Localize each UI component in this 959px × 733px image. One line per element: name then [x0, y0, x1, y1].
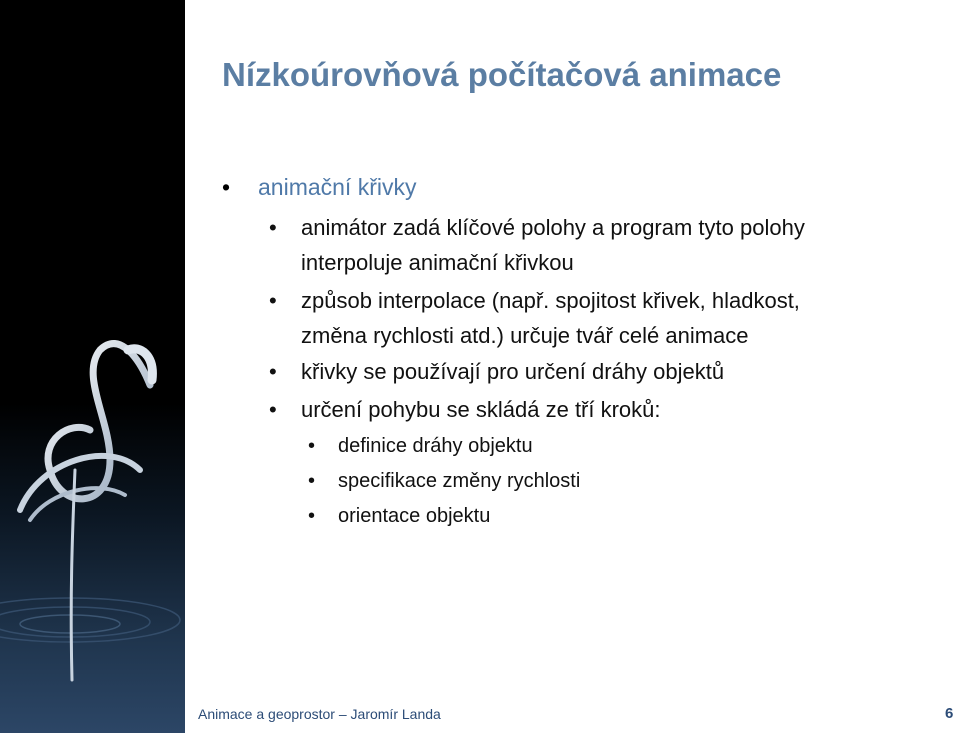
flamingo-swirl-logo — [0, 0, 185, 733]
list-item — [222, 174, 417, 201]
bullet-icon: • — [269, 397, 277, 422]
list-item — [308, 505, 491, 528]
bullet-icon: • — [269, 215, 277, 240]
bullet-icon: • — [308, 505, 316, 527]
list-item — [269, 392, 661, 427]
list-item — [269, 354, 725, 389]
bullet-text-line: animátor zadá klíčové polohy a program tyto polohy — [301, 215, 805, 240]
footer-text: Animace a geoprostor – Jaromír Landa — [198, 706, 441, 722]
bullet-text-line: křivky se používají pro určení dráhy objektů — [301, 359, 725, 384]
bullet-text-line: interpoluje animační křivkou — [301, 250, 574, 275]
list-item — [308, 470, 581, 493]
bullet-text: orientace objektu — [338, 505, 491, 527]
list-item — [269, 210, 805, 280]
page-number: 6 — [945, 705, 954, 722]
bullet-icon: • — [222, 174, 231, 200]
decorative-sidebar — [0, 0, 185, 733]
bullet-icon: • — [269, 288, 277, 313]
bullet-icon: • — [308, 435, 316, 457]
bullet-icon: • — [308, 470, 316, 492]
bullet-text-line: určení pohybu se skládá ze tří kroků: — [301, 397, 661, 422]
bullet-text: specifikace změny rychlosti — [338, 470, 581, 492]
list-item — [269, 283, 800, 353]
slide-title: Nízkoúrovňová počítačová animace — [222, 56, 782, 93]
list-item — [308, 435, 533, 458]
bullet-text: animační křivky — [258, 174, 417, 200]
bullet-icon: • — [269, 359, 277, 384]
bullet-text-line: způsob interpolace (např. spojitost křivek, hladkost, — [301, 288, 800, 313]
bullet-text-line: změna rychlosti atd.) určuje tvář celé animace — [301, 323, 749, 348]
bullet-text: definice dráhy objektu — [338, 435, 533, 457]
